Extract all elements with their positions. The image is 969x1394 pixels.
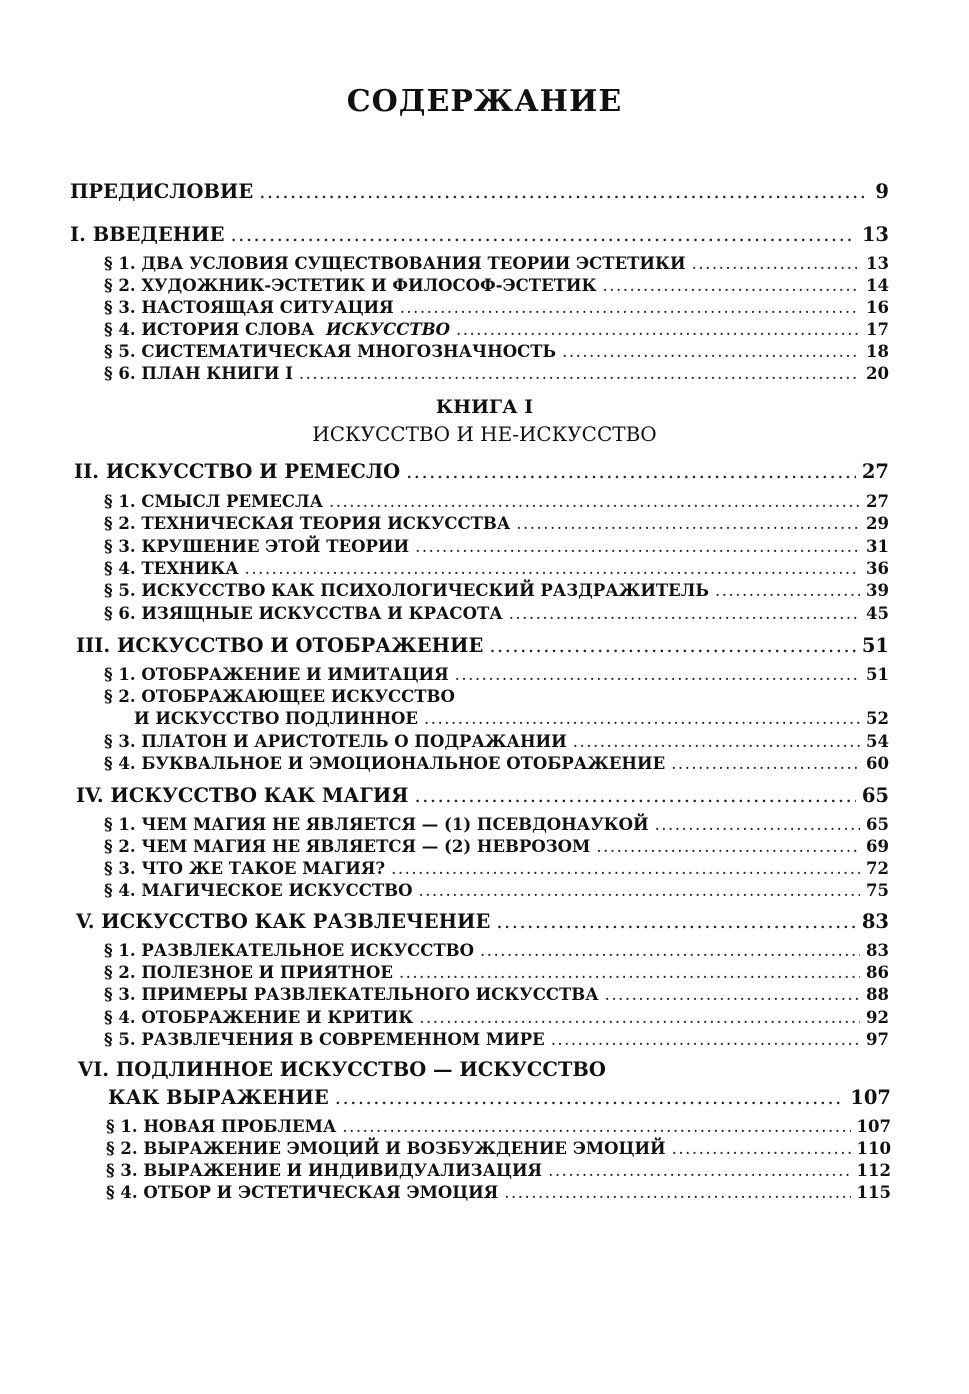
leader-dots — [419, 1008, 860, 1027]
leader-dots — [400, 298, 860, 317]
toc-section[interactable] — [104, 754, 889, 773]
leader-dots — [299, 364, 860, 383]
toc-label — [104, 320, 450, 339]
toc-page: 31 — [866, 537, 889, 556]
toc-section[interactable] — [104, 1008, 889, 1027]
toc-page: 39 — [866, 581, 889, 600]
toc-label: § 2. ТЕХНИЧЕСКАЯ ТЕОРИЯ ИСКУССТВА — [104, 514, 511, 533]
leader-dots — [455, 665, 860, 684]
toc-chapter-1[interactable] — [70, 223, 889, 246]
toc-page: 107 — [856, 1117, 891, 1136]
toc-page: 110 — [856, 1139, 891, 1158]
leader-dots — [715, 581, 860, 600]
toc-label: § 5. РАЗВЛЕЧЕНИЯ В СОВРЕМЕННОМ МИРЕ — [104, 1030, 545, 1049]
toc-section[interactable] — [104, 815, 889, 834]
leader-dots — [605, 985, 860, 1004]
toc-label: КАК ВЫРАЖЕНИЕ — [108, 1086, 329, 1109]
toc-chapter-6-line1[interactable]: VI. ПОДЛИННОЕ ИСКУССТВО — ИСКУССТВО — [78, 1058, 606, 1081]
leader-dots — [414, 784, 855, 807]
toc-page: 17 — [866, 320, 889, 339]
leader-dots — [573, 732, 860, 751]
toc-label: § 1. НОВАЯ ПРОБЛЕМА — [106, 1117, 337, 1136]
toc-entry-preface[interactable] — [70, 180, 889, 203]
toc-label: § 1. ДВА УСЛОВИЯ СУЩЕСТВОВАНИЯ ТЕОРИИ ЭСТЕТИКИ — [104, 254, 686, 273]
book-subtitle: ИСКУССТВО И НЕ-ИСКУССТВО — [312, 422, 657, 446]
leader-dots — [551, 1030, 860, 1049]
toc-chapter-5[interactable] — [76, 910, 889, 933]
leader-dots — [245, 559, 860, 578]
toc-label: § 4. ОТОБРАЖЕНИЕ И КРИТИК — [104, 1008, 414, 1027]
toc-page: 112 — [856, 1161, 891, 1180]
toc-label: § 1. ЧЕМ МАГИЯ НЕ ЯВЛЯЕТСЯ — (1) ПСЕВДОНАУКОЙ — [104, 815, 649, 834]
toc-section[interactable] — [104, 342, 889, 361]
toc-page: 27 — [866, 492, 889, 511]
leader-dots — [603, 276, 860, 295]
toc-label: § 1. СМЫСЛ РЕМЕСЛА — [104, 492, 324, 511]
toc-page: 16 — [866, 298, 889, 317]
toc-page: 115 — [856, 1183, 891, 1202]
leader-dots — [655, 815, 860, 834]
toc-section[interactable] — [106, 1139, 891, 1158]
toc-chapter-6[interactable] — [108, 1086, 891, 1109]
toc-section[interactable] — [104, 1030, 889, 1049]
leader-dots — [671, 754, 860, 773]
toc-page: 107 — [850, 1086, 891, 1109]
toc-section[interactable] — [106, 1183, 891, 1202]
toc-section[interactable] — [104, 559, 889, 578]
leader-dots — [329, 492, 860, 511]
toc-label-emphasis: ИСКУССТВО — [326, 320, 450, 339]
toc-label: § 4. БУКВАЛЬНОЕ И ЭМОЦИОНАЛЬНОЕ ОТОБРАЖЕНИЕ — [104, 754, 666, 773]
book-title: КНИГА I — [435, 396, 534, 418]
leader-dots — [692, 254, 860, 273]
toc-page: 20 — [866, 364, 889, 383]
toc-label: II. ИСКУССТВО И РЕМЕСЛО — [74, 460, 401, 483]
leader-dots — [548, 1161, 850, 1180]
toc-chapter-4[interactable] — [76, 784, 889, 807]
leader-dots — [230, 223, 855, 246]
toc-section[interactable] — [104, 364, 889, 383]
toc-label: § 3. ВЫРАЖЕНИЕ И ИНДИВИДУАЛИЗАЦИЯ — [106, 1161, 543, 1180]
toc-page: 13 — [866, 254, 889, 273]
toc-label: § 3. НАСТОЯЩАЯ СИТУАЦИЯ — [104, 298, 394, 317]
toc-section[interactable] — [106, 1117, 891, 1136]
toc-chapter-3[interactable] — [76, 634, 889, 657]
toc-page: 83 — [866, 941, 889, 960]
toc-section[interactable] — [104, 604, 889, 623]
toc-page: 86 — [866, 963, 889, 982]
leader-dots — [516, 514, 860, 533]
toc-section[interactable] — [104, 581, 889, 600]
toc-label: § 6. ИЗЯЩНЫЕ ИСКУССТВА И КРАСОТА — [104, 604, 503, 623]
leader-dots — [504, 1183, 850, 1202]
toc-label: I. ВВЕДЕНИЕ — [70, 223, 225, 246]
toc-section[interactable] — [134, 709, 889, 728]
toc-label: § 5. СИСТЕМАТИЧЕСКАЯ МНОГОЗНАЧНОСТЬ — [104, 342, 557, 361]
toc-section[interactable] — [104, 276, 889, 295]
toc-page: 65 — [861, 784, 889, 807]
toc-section[interactable] — [104, 985, 889, 1004]
toc-label: III. ИСКУССТВО И ОТОБРАЖЕНИЕ — [76, 634, 484, 657]
leader-dots — [424, 709, 860, 728]
toc-label: V. ИСКУССТВО КАК РАЗВЛЕЧЕНИЕ — [76, 910, 491, 933]
toc-label: § 6. ПЛАН КНИГИ I — [104, 364, 293, 383]
toc-page: 13 — [861, 223, 889, 246]
leader-dots — [672, 1139, 851, 1158]
toc-page: 65 — [866, 815, 889, 834]
toc-page: 60 — [866, 754, 889, 773]
toc-label: § 2. ВЫРАЖЕНИЕ ЭМОЦИЙ И ВОЗБУЖДЕНИЕ ЭМОЦИЙ — [106, 1139, 666, 1158]
toc-label: § 3. КРУШЕНИЕ ЭТОЙ ТЕОРИИ — [104, 537, 410, 556]
toc-label: § 2. ПОЛЕЗНОЕ И ПРИЯТНОЕ — [104, 963, 393, 982]
toc-label: ПРЕДИСЛОВИЕ — [70, 180, 254, 203]
leader-dots — [399, 963, 860, 982]
toc-label: § 3. ПЛАТОН И АРИСТОТЕЛЬ О ПОДРАЖАНИИ — [104, 732, 567, 751]
toc-section[interactable] — [106, 1161, 891, 1180]
toc-page: 83 — [861, 910, 889, 933]
leader-dots — [415, 537, 860, 556]
leader-dots — [391, 859, 860, 878]
toc-section[interactable] — [104, 941, 889, 960]
leader-dots — [342, 1117, 850, 1136]
toc-section[interactable] — [104, 492, 889, 511]
leader-dots — [406, 460, 856, 483]
toc-label: § 3. ПРИМЕРЫ РАЗВЛЕКАТЕЛЬНОГО ИСКУССТВА — [104, 985, 599, 1004]
toc-label: § 2. ХУДОЖНИК-ЭСТЕТИК И ФИЛОСОФ-ЭСТЕТИК — [104, 276, 597, 295]
toc-page: 51 — [866, 665, 889, 684]
toc-section[interactable] — [104, 732, 889, 751]
toc-page: 88 — [866, 985, 889, 1004]
leader-dots — [596, 837, 860, 856]
toc-section[interactable] — [104, 963, 889, 982]
leader-dots — [259, 180, 869, 203]
toc-label: § 4. ТЕХНИКА — [104, 559, 239, 578]
toc-page: 45 — [866, 604, 889, 623]
toc-page: 75 — [866, 881, 889, 900]
leader-dots — [562, 342, 860, 361]
toc-page: 92 — [866, 1008, 889, 1027]
toc-section[interactable] — [104, 881, 889, 900]
toc-section[interactable] — [104, 537, 889, 556]
toc-label: § 1. ОТОБРАЖЕНИЕ И ИМИТАЦИЯ — [104, 665, 449, 684]
toc-page: 97 — [866, 1030, 889, 1049]
toc-label: § 4. ОТБОР И ЭСТЕТИЧЕСКАЯ ЭМОЦИЯ — [106, 1183, 499, 1202]
leader-dots — [489, 634, 856, 657]
toc-section[interactable] — [104, 665, 889, 684]
leader-dots — [509, 604, 860, 623]
leader-dots — [456, 320, 860, 339]
toc-section[interactable] — [104, 320, 889, 339]
toc-label-text: § 4. ИСТОРИЯ СЛОВА — [104, 320, 315, 339]
toc-section-line1[interactable]: § 2. ОТОБРАЖАЮЩЕЕ ИСКУССТВО — [104, 687, 455, 706]
toc-section[interactable] — [104, 837, 889, 856]
toc-page: 69 — [866, 837, 889, 856]
leader-dots — [335, 1086, 845, 1109]
toc-page: 52 — [866, 709, 889, 728]
toc-page: 14 — [866, 276, 889, 295]
leader-dots — [480, 941, 860, 960]
toc-page: 29 — [866, 514, 889, 533]
toc-label: § 1. РАЗВЛЕКАТЕЛЬНОЕ ИСКУССТВО — [104, 941, 474, 960]
toc-page: 51 — [861, 634, 889, 657]
toc-label: И ИСКУССТВО ПОДЛИННОЕ — [134, 709, 418, 728]
toc-label: § 5. ИСКУССТВО КАК ПСИХОЛОГИЧЕСКИЙ РАЗДРАЖИТЕЛЬ — [104, 581, 709, 600]
toc-label: IV. ИСКУССТВО КАК МАГИЯ — [76, 784, 409, 807]
toc-page: 72 — [866, 859, 889, 878]
toc-page: 27 — [861, 460, 889, 483]
leader-dots — [496, 910, 856, 933]
leader-dots — [419, 881, 861, 900]
toc-page: 9 — [875, 180, 889, 203]
toc-label: § 4. МАГИЧЕСКОЕ ИСКУССТВО — [104, 881, 413, 900]
toc-label: § 3. ЧТО ЖЕ ТАКОЕ МАГИЯ? — [104, 859, 386, 878]
toc-label: § 2. ЧЕМ МАГИЯ НЕ ЯВЛЯЕТСЯ — (2) НЕВРОЗОМ — [104, 837, 591, 856]
toc-section[interactable] — [104, 298, 889, 317]
toc-section[interactable] — [104, 254, 889, 273]
toc-section[interactable] — [104, 859, 889, 878]
page-title: СОДЕРЖАНИЕ — [346, 84, 623, 119]
toc-page: 36 — [866, 559, 889, 578]
toc-page: 18 — [866, 342, 889, 361]
toc-chapter-2[interactable] — [74, 460, 889, 483]
toc-section[interactable] — [104, 514, 889, 533]
toc-page: 54 — [866, 732, 889, 751]
